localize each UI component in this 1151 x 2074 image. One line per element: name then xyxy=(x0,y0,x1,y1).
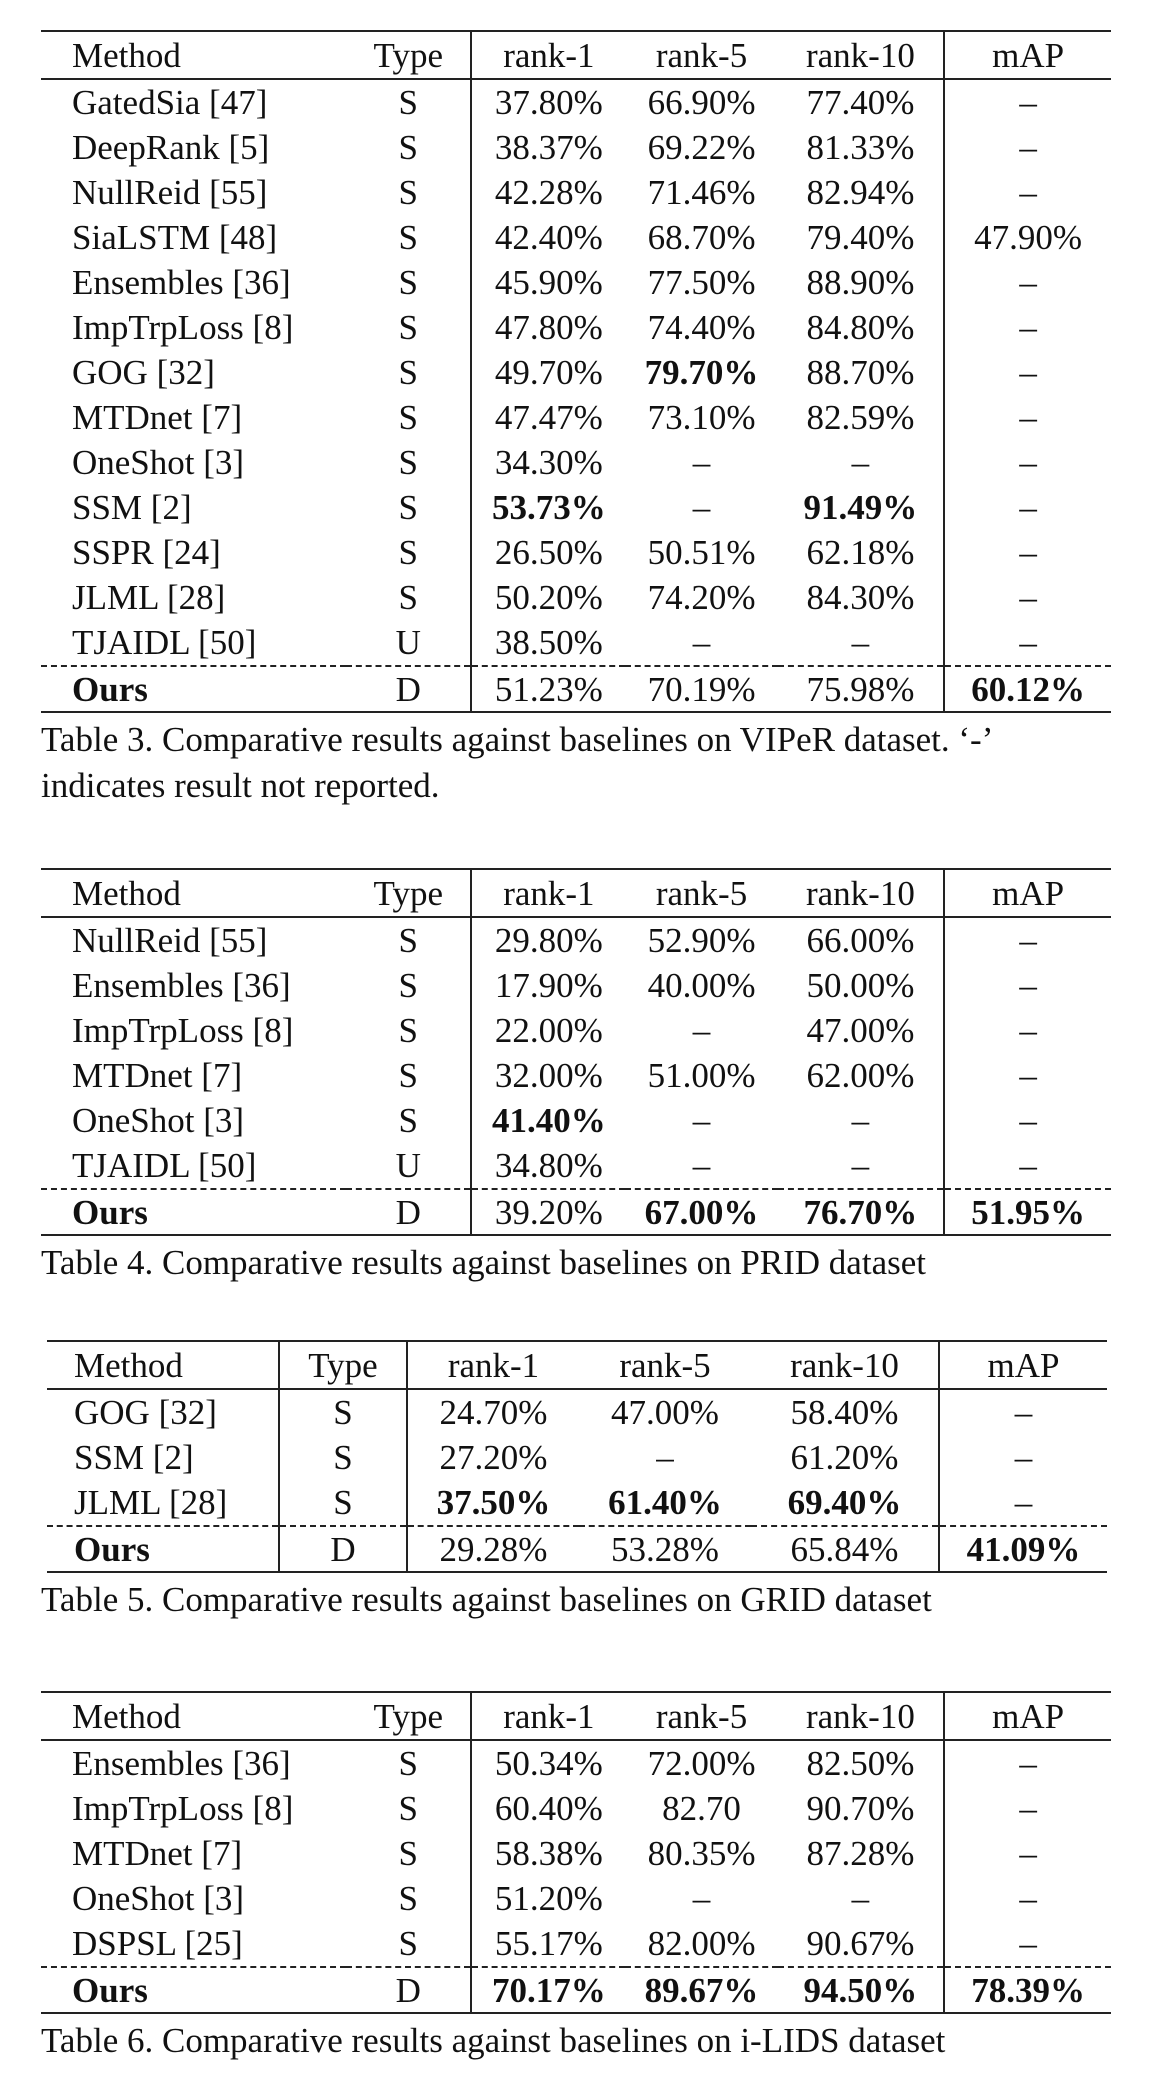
type-cell: S xyxy=(279,1480,407,1526)
table-5-block xyxy=(41,1340,1111,1623)
rank1-cell: 50.34% xyxy=(494,1744,603,1783)
rank1-cell: 38.50% xyxy=(494,623,603,662)
map-cell: – xyxy=(1019,173,1037,212)
rank5-cell: 47.00% xyxy=(611,1393,719,1432)
table-row xyxy=(41,1831,1111,1876)
method-cell: GOG [32] xyxy=(74,1393,217,1432)
type-cell: S xyxy=(279,1435,407,1480)
table-5-caption: Table 5. Comparative results against baselines on GRID dataset xyxy=(41,1580,932,1619)
rank10-cell: 58.40% xyxy=(751,1389,939,1435)
map-cell: – xyxy=(1014,1438,1033,1477)
rank5-cell: 74.40% xyxy=(647,308,756,347)
rank5-cell: – xyxy=(692,1011,711,1050)
map-cell-best: 51.95% xyxy=(944,1189,1111,1235)
rank5-cell-best: 89.67% xyxy=(625,1967,777,2013)
rank5-cell: 69.22% xyxy=(647,128,756,167)
rank10-cell: 62.18% xyxy=(778,530,945,575)
map-cell: – xyxy=(1019,1924,1037,1963)
map-cell: – xyxy=(1019,308,1037,347)
col-rank1-header: rank-1 xyxy=(471,1692,625,1740)
rank10-cell-best: 91.49% xyxy=(778,485,945,530)
rank10-cell: 82.50% xyxy=(778,1740,945,1786)
map-cell: – xyxy=(1019,1056,1037,1095)
rank5-cell: 82.70 xyxy=(662,1789,741,1828)
rank1-cell-best: 53.73% xyxy=(492,488,606,527)
rank5-cell: 52.90% xyxy=(647,921,756,960)
type-cell: U xyxy=(346,1143,471,1189)
type-cell: S xyxy=(346,917,471,963)
rank1-cell: 37.80% xyxy=(494,83,603,122)
rank1-cell: 24.70% xyxy=(439,1393,548,1432)
col-map-header: mAP xyxy=(944,869,1111,917)
rank10-cell: 88.70% xyxy=(778,350,945,395)
rank10-cell: 66.00% xyxy=(778,917,945,963)
method-cell: GOG [32] xyxy=(72,353,215,392)
rank10-cell: – xyxy=(778,1143,945,1189)
rank10-cell-best: 76.70% xyxy=(778,1189,945,1235)
type-cell: D xyxy=(279,1526,407,1572)
rank1-cell-best: 70.17% xyxy=(471,1967,625,2013)
rank1-cell-best: 37.50% xyxy=(436,1483,551,1522)
rank1-cell-best: 41.40% xyxy=(492,1101,606,1140)
col-rank1-header: rank-1 xyxy=(471,869,625,917)
header-row xyxy=(41,1692,1111,1740)
rank10-cell: 61.20% xyxy=(751,1435,939,1480)
ours-row xyxy=(41,1967,1111,2013)
table-row xyxy=(41,1008,1111,1053)
map-cell: – xyxy=(1019,1011,1037,1050)
rank5-cell: 70.19% xyxy=(625,666,777,712)
type-cell: S xyxy=(346,170,471,215)
type-cell: S xyxy=(346,1786,471,1831)
table-6-block xyxy=(41,1691,1111,2064)
map-cell: – xyxy=(1019,578,1037,617)
rank10-cell: 81.33% xyxy=(778,125,945,170)
rank5-cell: 73.10% xyxy=(647,398,756,437)
table-row xyxy=(41,350,1111,395)
table-3-block xyxy=(41,30,1111,809)
rank5-cell: 68.70% xyxy=(647,218,756,257)
rank1-cell: 42.28% xyxy=(494,173,603,212)
rank1-cell: 45.90% xyxy=(494,263,603,302)
map-cell: – xyxy=(1019,966,1037,1005)
table-row xyxy=(41,1053,1111,1098)
map-cell: – xyxy=(1014,1393,1033,1432)
grid-results-table xyxy=(47,1340,1107,1573)
rank1-cell: 27.20% xyxy=(439,1438,548,1477)
table-row xyxy=(41,305,1111,350)
rank1-cell: 39.20% xyxy=(471,1189,625,1235)
rank5-cell: 82.00% xyxy=(647,1924,756,1963)
col-rank10-header: rank-10 xyxy=(751,1341,939,1389)
method-cell: SSM [2] xyxy=(72,488,192,527)
method-cell: ImpTrpLoss [8] xyxy=(72,308,294,347)
rank1-cell: 34.80% xyxy=(494,1146,603,1185)
map-cell: – xyxy=(1019,353,1037,392)
method-cell: MTDnet [7] xyxy=(72,1056,243,1095)
rank1-cell: 26.50% xyxy=(494,533,603,572)
col-type-header: Type xyxy=(346,31,471,79)
rank10-cell: 84.30% xyxy=(778,575,945,620)
table-row xyxy=(41,79,1111,125)
rank1-cell: 22.00% xyxy=(494,1011,603,1050)
rank10-cell: 62.00% xyxy=(778,1053,945,1098)
type-cell: S xyxy=(346,79,471,125)
col-map-header: mAP xyxy=(944,31,1111,79)
rank10-cell: 82.94% xyxy=(778,170,945,215)
rank10-cell: 90.70% xyxy=(778,1786,945,1831)
method-cell-ours: Ours xyxy=(41,1189,346,1235)
col-rank5-header: rank-5 xyxy=(579,1341,751,1389)
col-rank5-header: rank-5 xyxy=(625,869,777,917)
col-rank5-header: rank-5 xyxy=(625,1692,777,1740)
rank10-cell: 65.84% xyxy=(751,1526,939,1572)
type-cell: S xyxy=(346,530,471,575)
col-type-header: Type xyxy=(346,1692,471,1740)
ours-row xyxy=(41,666,1111,712)
map-cell: 47.90% xyxy=(974,218,1083,257)
map-cell: – xyxy=(1014,1483,1033,1522)
method-cell: JLML [28] xyxy=(74,1483,228,1522)
col-rank5-header: rank-5 xyxy=(625,31,777,79)
method-cell: ImpTrpLoss [8] xyxy=(72,1789,294,1828)
table-row xyxy=(41,620,1111,666)
table-row xyxy=(41,917,1111,963)
rank5-cell: 80.35% xyxy=(647,1834,756,1873)
rank5-cell-best: 79.70% xyxy=(644,353,759,392)
col-rank10-header: rank-10 xyxy=(778,31,945,79)
rank10-cell: 77.40% xyxy=(778,79,945,125)
rank10-cell: – xyxy=(778,620,945,666)
rank5-cell: 40.00% xyxy=(647,966,756,1005)
rank1-cell: 17.90% xyxy=(494,966,603,1005)
rank5-cell: 71.46% xyxy=(647,173,756,212)
rank1-cell: 60.40% xyxy=(494,1789,603,1828)
map-cell: – xyxy=(1019,128,1037,167)
map-cell-best: 41.09% xyxy=(939,1526,1107,1572)
table-4-caption: Table 4. Comparative results against baselines on PRID dataset xyxy=(41,1243,926,1282)
type-cell: D xyxy=(346,666,471,712)
rank10-cell: 79.40% xyxy=(778,215,945,260)
rank10-cell: 87.28% xyxy=(778,1831,945,1876)
method-cell-ours: Ours xyxy=(41,1967,346,2013)
table-row xyxy=(41,260,1111,305)
type-cell: S xyxy=(279,1389,407,1435)
col-map-header: mAP xyxy=(944,1692,1111,1740)
col-rank1-header: rank-1 xyxy=(471,31,625,79)
ilids-results-table xyxy=(41,1691,1111,2014)
rank1-cell: 51.23% xyxy=(471,666,625,712)
type-cell: S xyxy=(346,963,471,1008)
rank1-cell: 47.47% xyxy=(494,398,603,437)
col-map-header: mAP xyxy=(939,1341,1107,1389)
rank1-cell: 55.17% xyxy=(494,1924,603,1963)
type-cell: S xyxy=(346,350,471,395)
col-method-header: Method xyxy=(41,1692,346,1740)
rank5-cell: 53.28% xyxy=(579,1526,751,1572)
map-cell: – xyxy=(1019,533,1037,572)
col-rank10-header: rank-10 xyxy=(778,869,945,917)
type-cell: S xyxy=(346,1008,471,1053)
rank10-cell: 88.90% xyxy=(778,260,945,305)
rank5-cell: 50.51% xyxy=(647,533,756,572)
rank1-cell: 49.70% xyxy=(494,353,603,392)
table-row xyxy=(41,1143,1111,1189)
header-row xyxy=(47,1341,1107,1389)
map-cell-best: 60.12% xyxy=(944,666,1111,712)
rank5-cell: 51.00% xyxy=(647,1056,756,1095)
table-row xyxy=(41,1786,1111,1831)
type-cell: S xyxy=(346,125,471,170)
table-row xyxy=(41,395,1111,440)
table-row xyxy=(41,485,1111,530)
rank1-cell: 29.80% xyxy=(494,921,603,960)
table-row xyxy=(41,440,1111,485)
type-cell: S xyxy=(346,1876,471,1921)
method-cell: JLML [28] xyxy=(72,578,226,617)
rank1-cell: 58.38% xyxy=(494,1834,603,1873)
col-type-header: Type xyxy=(346,869,471,917)
rank1-cell: 34.30% xyxy=(494,443,603,482)
table-4-block xyxy=(41,868,1111,1286)
table-3-caption: Table 3. Comparative results against baselines on VIPeR dataset. ‘-’ indicates result not reported. xyxy=(41,720,991,805)
type-cell: S xyxy=(346,215,471,260)
rank5-cell: – xyxy=(692,1879,711,1918)
map-cell: – xyxy=(1019,488,1037,527)
rank10-cell: 84.80% xyxy=(778,305,945,350)
map-cell: – xyxy=(1019,1879,1037,1918)
col-rank1-header: rank-1 xyxy=(407,1341,579,1389)
rank5-cell: – xyxy=(656,1438,674,1477)
rank10-cell-best: 69.40% xyxy=(751,1480,939,1526)
table-row xyxy=(41,125,1111,170)
type-cell: S xyxy=(346,1831,471,1876)
type-cell: S xyxy=(346,485,471,530)
map-cell: – xyxy=(1019,263,1037,302)
type-cell: S xyxy=(346,1098,471,1143)
type-cell: S xyxy=(346,1921,471,1967)
table-row xyxy=(47,1389,1107,1435)
type-cell: S xyxy=(346,575,471,620)
table-row xyxy=(41,530,1111,575)
col-method-header: Method xyxy=(47,1341,279,1389)
header-row xyxy=(41,31,1111,79)
table-6-caption: Table 6. Comparative results against baselines on i-LIDS dataset xyxy=(41,2021,946,2060)
rank5-cell: 74.20% xyxy=(647,578,756,617)
map-cell: – xyxy=(1019,443,1037,482)
map-cell: – xyxy=(1019,1101,1037,1140)
type-cell: D xyxy=(346,1967,471,2013)
type-cell: S xyxy=(346,395,471,440)
rank10-cell: 82.59% xyxy=(778,395,945,440)
rank1-cell: 51.20% xyxy=(494,1879,603,1918)
type-cell: S xyxy=(346,260,471,305)
header-row xyxy=(41,869,1111,917)
rank10-cell-best: 94.50% xyxy=(778,1967,945,2013)
table-row xyxy=(41,1876,1111,1921)
method-cell: OneShot [3] xyxy=(72,443,245,482)
rank5-cell: – xyxy=(692,623,711,662)
rank5-cell: 66.90% xyxy=(647,83,756,122)
ours-row xyxy=(47,1526,1107,1572)
table-row xyxy=(41,1740,1111,1786)
method-cell: NullReid [55] xyxy=(72,173,268,212)
method-cell: DeepRank [5] xyxy=(72,128,270,167)
method-cell-ours: Ours xyxy=(47,1526,279,1572)
type-cell: S xyxy=(346,440,471,485)
type-cell: S xyxy=(346,1740,471,1786)
method-cell: OneShot [3] xyxy=(72,1879,245,1918)
type-cell: S xyxy=(346,1053,471,1098)
map-cell: – xyxy=(1019,398,1037,437)
rank5-cell-best: 67.00% xyxy=(625,1189,777,1235)
method-cell: Ensembles [36] xyxy=(72,966,291,1005)
method-cell: SSPR [24] xyxy=(72,533,221,572)
rank1-cell: 47.80% xyxy=(494,308,603,347)
method-cell: TJAIDL [50] xyxy=(72,623,257,662)
table-row xyxy=(41,215,1111,260)
method-cell: TJAIDL [50] xyxy=(72,1146,257,1185)
rank5-cell: – xyxy=(692,1146,711,1185)
map-cell: – xyxy=(1019,1146,1037,1185)
table-row xyxy=(47,1480,1107,1526)
type-cell: U xyxy=(346,620,471,666)
rank10-cell: 75.98% xyxy=(778,666,945,712)
viper-results-table xyxy=(41,30,1111,713)
method-cell: Ensembles [36] xyxy=(72,1744,291,1783)
type-cell: S xyxy=(346,305,471,350)
rank5-cell: 77.50% xyxy=(647,263,756,302)
method-cell-ours: Ours xyxy=(41,666,346,712)
rank5-cell-best: 61.40% xyxy=(608,1483,722,1522)
rank10-cell: 90.67% xyxy=(778,1921,945,1967)
rank1-cell: 32.00% xyxy=(494,1056,603,1095)
ours-row xyxy=(41,1189,1111,1235)
map-cell: – xyxy=(1019,1834,1037,1873)
method-cell: OneShot [3] xyxy=(72,1101,245,1140)
table-row xyxy=(47,1435,1107,1480)
rank5-cell: 72.00% xyxy=(647,1744,756,1783)
method-cell: SSM [2] xyxy=(74,1438,194,1477)
rank5-cell: – xyxy=(692,488,711,527)
map-cell: – xyxy=(1019,921,1037,960)
method-cell: SiaLSTM [48] xyxy=(72,218,278,257)
table-row xyxy=(41,170,1111,215)
rank10-cell: – xyxy=(778,1098,945,1143)
method-cell: NullReid [55] xyxy=(72,921,268,960)
method-cell: MTDnet [7] xyxy=(72,1834,243,1873)
method-cell: GatedSia [47] xyxy=(72,83,268,122)
rank1-cell: 29.28% xyxy=(407,1526,579,1572)
rank5-cell: – xyxy=(692,443,711,482)
rank10-cell: – xyxy=(778,440,945,485)
table-row xyxy=(41,1098,1111,1143)
col-type-header: Type xyxy=(279,1341,407,1389)
rank1-cell: 38.37% xyxy=(494,128,603,167)
rank10-cell: 47.00% xyxy=(778,1008,945,1053)
method-cell: Ensembles [36] xyxy=(72,263,291,302)
rank10-cell: – xyxy=(778,1876,945,1921)
rank10-cell: 50.00% xyxy=(778,963,945,1008)
table-row xyxy=(41,575,1111,620)
col-rank10-header: rank-10 xyxy=(778,1692,945,1740)
table-row xyxy=(41,1921,1111,1967)
map-cell: – xyxy=(1019,83,1037,122)
map-cell: – xyxy=(1019,1789,1037,1828)
rank5-cell: – xyxy=(692,1101,711,1140)
method-cell: MTDnet [7] xyxy=(72,398,243,437)
type-cell: D xyxy=(346,1189,471,1235)
map-cell: – xyxy=(1019,1744,1037,1783)
map-cell: – xyxy=(1019,623,1037,662)
col-method-header: Method xyxy=(41,869,346,917)
col-method-header: Method xyxy=(41,31,346,79)
map-cell-best: 78.39% xyxy=(944,1967,1111,2013)
rank1-cell: 42.40% xyxy=(494,218,603,257)
method-cell: DSPSL [25] xyxy=(72,1924,243,1963)
method-cell: ImpTrpLoss [8] xyxy=(72,1011,294,1050)
prid-results-table xyxy=(41,868,1111,1236)
rank1-cell: 50.20% xyxy=(494,578,603,617)
table-row xyxy=(41,963,1111,1008)
